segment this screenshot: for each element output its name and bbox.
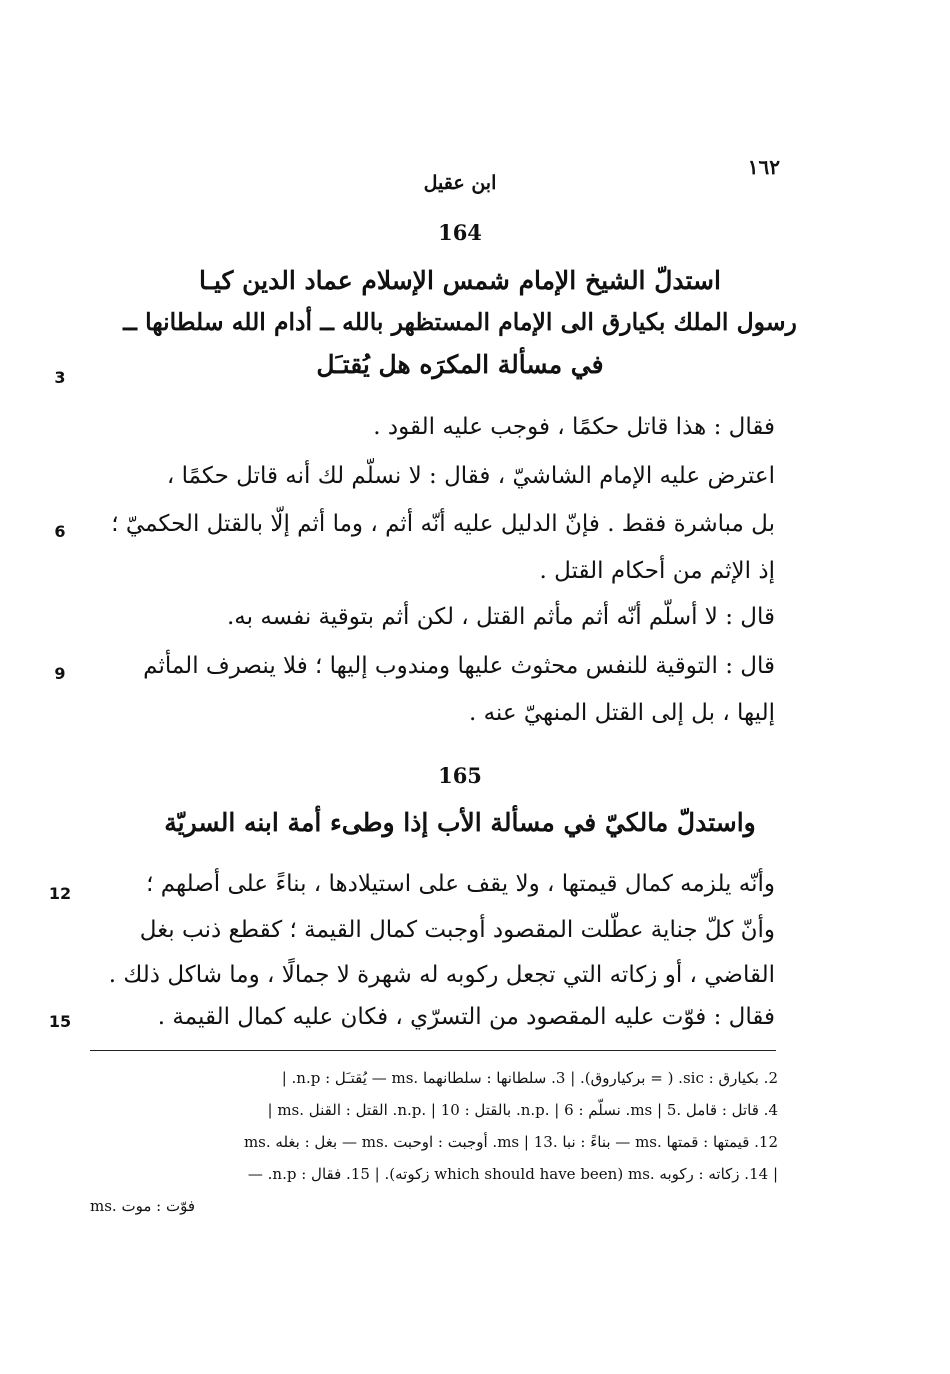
section-164-heading-line: في مسألة المكرَه هل يُقتـَل	[316, 350, 604, 379]
text-line: القاضي ، أو زكاته التي تجعل ركوبه له شهرة لا جمالًا ، وما شاكل ذلك .	[108, 962, 775, 988]
line-number: 15	[48, 1012, 72, 1031]
footnote-line: 2. بكيارق : sic. ( = بركياروق). | 3. سلطانها : سلطانهما .ms — يُقتـَل : n.p. |	[281, 1069, 778, 1087]
section-165-heading-line: واستدلّ مالكيّ في مسألة الأب إذا وطىء أمة ابنه السريّة	[164, 808, 756, 837]
line-number: 12	[48, 884, 72, 903]
footnote-line: 12. قيمتها : قمتها .ms — بناءً : نبا .ms | 13. أوجبت : اوحبت .ms — بغل : بغله .ms	[243, 1133, 778, 1151]
line-number: 9	[54, 664, 66, 683]
running-head: ابن عقيل	[423, 172, 497, 194]
footnote-line: | 14. زكاته : ركوبه .ms (which should have been زكوته). | 15. فقال : n.p. —	[247, 1165, 778, 1183]
page-number: ١٦٢	[747, 155, 780, 179]
text-line: فقال : هذا قاتل حكمًا ، فوجب عليه القود .	[373, 414, 775, 440]
footnote-line: فوّت : موت .ms	[90, 1197, 195, 1215]
text-line: فقال : فوّت عليه المقصود من التسرّي ، فكان عليه كمال القيمة .	[157, 1004, 775, 1030]
section-164-heading-line: رسول الملك بكيارق الى الإمام المستظهر بالله ــ أدام الله سلطانها ــ	[123, 308, 797, 336]
section-number-164: 164	[438, 220, 482, 245]
footnote-separator	[90, 1050, 776, 1051]
line-number: 6	[54, 522, 66, 541]
text-line: بل مباشرة فقط . فإنّ الدليل عليه أنّه أثم ، وما أثم إلّا بالقتل الحكميّ ؛	[111, 511, 775, 537]
footnote-line: 4. قاتل : قامل .ms | 5. نسلّم : n.p. | 6. بالقتل : n.p. | 10. القتل : القنل .ms |	[267, 1101, 778, 1119]
section-number-165: 165	[438, 763, 482, 788]
text-line: قال : لا أسلّم أنّه أثم مأثم القتل ، لكن أثم بتوقية نفسه به.	[226, 604, 775, 630]
section-164-heading-line: استدلّ الشيخ الإمام شمس الإسلام عماد الدين كيـا	[199, 266, 721, 295]
text-line: وأنّ كلّ جناية عطّلت المقصود أوجبت كمال القيمة ؛ كقطع ذنب بغل	[139, 917, 775, 943]
text-line: قال : التوقية للنفس محثوث عليها ومندوب إليها ؛ فلا ينصرف المأثم	[143, 653, 775, 679]
text-line: اعترض عليه الإمام الشاشيّ ، فقال : لا نسلّم لك أنه قاتل حكمًا ،	[166, 463, 775, 489]
line-number: 3	[54, 368, 66, 387]
text-line: إليها ، بل إلى القتل المنهيّ عنه .	[468, 700, 775, 726]
text-line: وأنّه يلزمه كمال قيمتها ، ولا يقف على استيلادها ، بناءً على أصلهم ؛	[146, 871, 775, 897]
text-line: إذ الإثم من أحكام القتل .	[539, 558, 775, 584]
